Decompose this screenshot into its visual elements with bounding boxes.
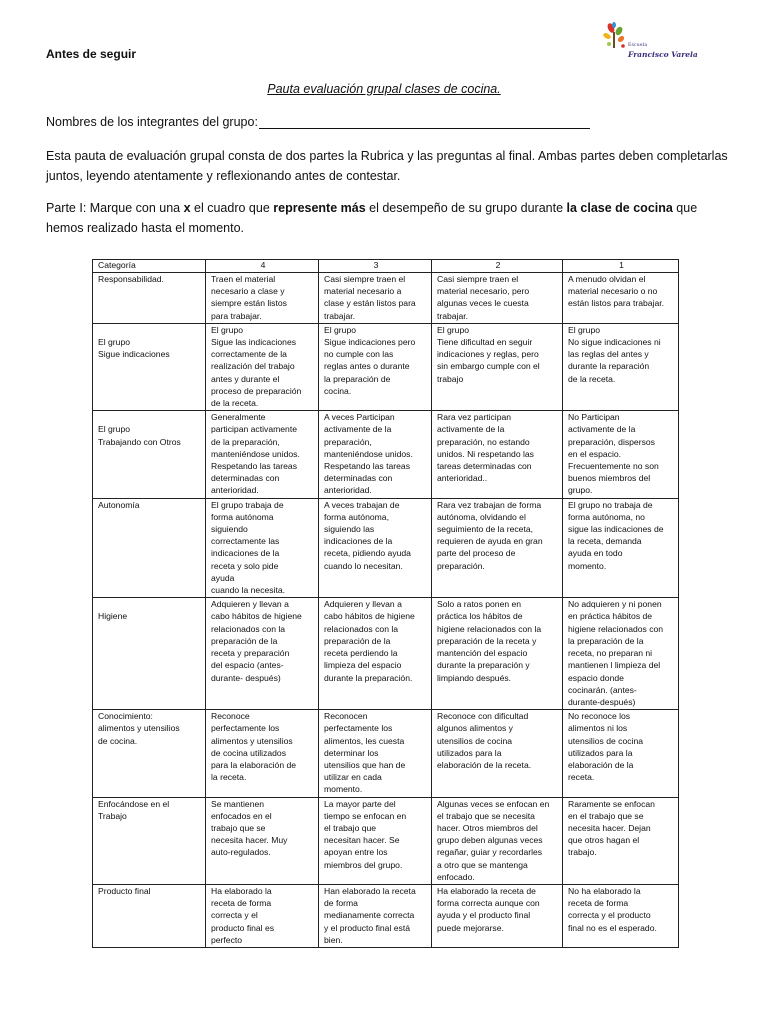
logo-text [628,41,708,59]
rubric-cell-4[interactable]: Generalmente participan activamente de la preparación, manteniéndose unidos. Respetando las tareas determinadas con anterioridad. [206,411,319,498]
rubric-row-higiene [93,598,679,710]
rubric-cell-1[interactable]: No ha elaborado la receta de forma correcta y el producto final no es el esperado. [563,884,679,947]
rubric-category: Enfocándose en el Trabajo [93,797,206,884]
rubric-cell-2[interactable]: Solo a ratos ponen en práctica los hábitos de higiene relacionados con la preparación de la receta y mantención del espacio durante la preparación y limpiando después. [432,598,563,710]
rubric-category: El grupo Sigue indicaciones [93,323,206,410]
rubric-header-3: 3 [319,260,432,273]
rubric-row-trabajando-con-otros [93,411,679,498]
rubric-cell-2[interactable]: Casi siempre traen el material necesario, pero algunas veces le cuesta trabajar. [432,273,563,324]
rubric-cell-4[interactable]: Se mantienen enfocados en el trabajo que se necesita hacer. Muy auto-regulados. [206,797,319,884]
rubric-header-1: 1 [563,260,679,273]
group-names-row [46,115,590,129]
rubric-row-enfocandose [93,797,679,884]
rubric-cell-3[interactable]: A veces Participan activamente de la preparación, manteniéndose unidos. Respetando las tareas determinadas con anterioridad. [319,411,432,498]
rubric-cell-4[interactable]: Reconoce perfectamente los alimentos y utensilios de cocina utilizados para la elaboración de la receta. [206,710,319,797]
rubric-cell-2[interactable]: Algunas veces se enfocan en el trabajo que se necesita hacer. Otros miembros del grupo deben algunas veces regañar, guiar y recordarles a otro que se mantenga enfocado. [432,797,563,884]
rubric-cell-1[interactable]: El grupo no trabaja de forma autónoma, no sigue las indicaciones de la receta, demanda ayuda en todo momento. [563,498,679,598]
rubric-cell-1[interactable]: No Participan activamente de la preparación, dispersos en el espacio. Frecuentemente no son buenos miembros del grupo. [563,411,679,498]
rubric-cell-2[interactable]: Reconoce con dificultad algunos alimentos y utensilios de cocina utilizados para la elaboración de la receta. [432,710,563,797]
rubric-cell-1[interactable]: No reconoce los alimentos ni los utensilios de cocina utilizados para la elaboración de la receta. [563,710,679,797]
rubric-row-producto-final [93,884,679,947]
rubric-row-responsabilidad [93,273,679,324]
rubric-cell-4[interactable]: El grupo Sigue las indicaciones correctamente de la realización del trabajo antes y durante el proceso de preparación de la receta. [206,323,319,410]
logo-small-text: Escuela [628,43,648,48]
group-names-label: Nombres de los integrantes del grupo: [46,115,258,129]
rubric-category: Responsabilidad. [93,273,206,324]
rubric-cell-1[interactable]: Raramente se enfocan en el trabajo que se necesita hacer. Dejan que otros hagan el trabajo. [563,797,679,884]
rubric-cell-4[interactable]: El grupo trabaja de forma autónoma siguiendo correctamente las indicaciones de la receta y solo pide ayuda cuando la necesita. [206,498,319,598]
rubric-cell-3[interactable]: La mayor parte del tiempo se enfocan en el trabajo que necesitan hacer. Se apoyan entre los miembros del grupo. [319,797,432,884]
rubric-cell-3[interactable]: Reconocen perfectamente los alimentos, les cuesta determinar los utensilios que han de utilizar en cada momento. [319,710,432,797]
part1-bold-clase: la clase de cocina [566,201,673,215]
rubric-row-conocimiento [93,710,679,797]
rubric-cell-2[interactable]: Rara vez trabajan de forma autónoma, olvidando el seguimiento de la receta, requieren de ayuda en gran parte del proceso de preparación. [432,498,563,598]
rubric-header-category: Categoría [93,260,206,273]
rubric-cell-1[interactable]: No adquieren y ni ponen en práctica hábitos de higiene relacionados con la preparación de la receta, no preparan ni mantienen l limpieza del espacio donde cocinarán. (antes- durante-después) [563,598,679,710]
part1-bold-x: x [183,201,191,215]
part1-text-3: el desempeño de su grupo durante [365,201,567,215]
rubric-table [92,259,679,948]
rubric-header-4: 4 [206,260,319,273]
rubric-header-row [93,260,679,273]
rubric-category: Higiene [93,598,206,710]
rubric-cell-3[interactable]: El grupo Sigue indicaciones pero no cumple con las reglas antes o durante la preparación de cocina. [319,323,432,410]
rubric-cell-4[interactable]: Traen el material necesario a clase y siempre están listos para trabajar. [206,273,319,324]
rubric-cell-3[interactable]: Adquieren y llevan a cabo hábitos de higiene relacionados con la preparación de la receta perdiendo la limpieza del espacio durante la preparación. [319,598,432,710]
logo-name: Francisco Varela [628,50,698,59]
rubric-row-sigue-indicaciones [93,323,679,410]
rubric-cell-2[interactable]: Ha elaborado la receta de forma correcta aunque con ayuda y el producto final puede mejorarse. [432,884,563,947]
rubric-category: Producto final [93,884,206,947]
rubric-header-2: 2 [432,260,563,273]
rubric-cell-2[interactable]: Rara vez participan activamente de la preparación, no estando unidos. Ni respetando las tareas determinadas con anterioridad.. [432,411,563,498]
rubric-cell-1[interactable]: A menudo olvidan el material necesario o no están listos para trabajar. [563,273,679,324]
rubric-category: El grupo Trabajando con Otros [93,411,206,498]
part1-bold-represente: represente más [273,201,366,215]
rubric-cell-3[interactable]: Casi siempre traen el material necesario a clase y están listos para trabajar. [319,273,432,324]
rubric-cell-4[interactable]: Ha elaborado la receta de forma correcta y el producto final es perfecto [206,884,319,947]
part1-text-2: el cuadro que [190,201,274,215]
rubric-cell-3[interactable]: Han elaborado la receta de forma medianamente correcta y el producto final está bien. [319,884,432,947]
rubric-category: Autonomía [93,498,206,598]
rubric-cell-2[interactable]: El grupo Tiene dificultad en seguir indicaciones y reglas, pero sin embargo cumple con el trabajo [432,323,563,410]
intro-paragraph: Esta pauta de evaluación grupal consta de dos partes la Rubrica y las preguntas al final. Ambas partes deben completarlas juntos, leyendo atentamente y reflexionando antes de contestar. [46,149,728,183]
rubric-cell-3[interactable]: A veces trabajan de forma autónoma, siguiendo las indicaciones de la receta, pidiendo ayuda cuando lo necesitan. [319,498,432,598]
document-title: Pauta evaluación grupal clases de cocina. [267,82,501,96]
group-names-input-line[interactable] [259,115,590,129]
rubric-row-autonomia [93,498,679,598]
rubric-cell-4[interactable]: Adquieren y llevan a cabo hábitos de higiene relacionados con la preparación de la receta y preparación del espacio (antes- durante- después) [206,598,319,710]
part1-instructions [46,198,736,238]
part1-text-1: Parte I: Marque con una [46,201,184,215]
part1-text-4: que hemos realizado hasta el momento. [46,201,698,235]
header-label: Antes de seguir [46,47,137,61]
rubric-category: Conocimiento: alimentos y utensilios de cocina. [93,710,206,797]
rubric-cell-1[interactable]: El grupo No sigue indicaciones ni las reglas del antes y durante la reparación de la receta. [563,323,679,410]
